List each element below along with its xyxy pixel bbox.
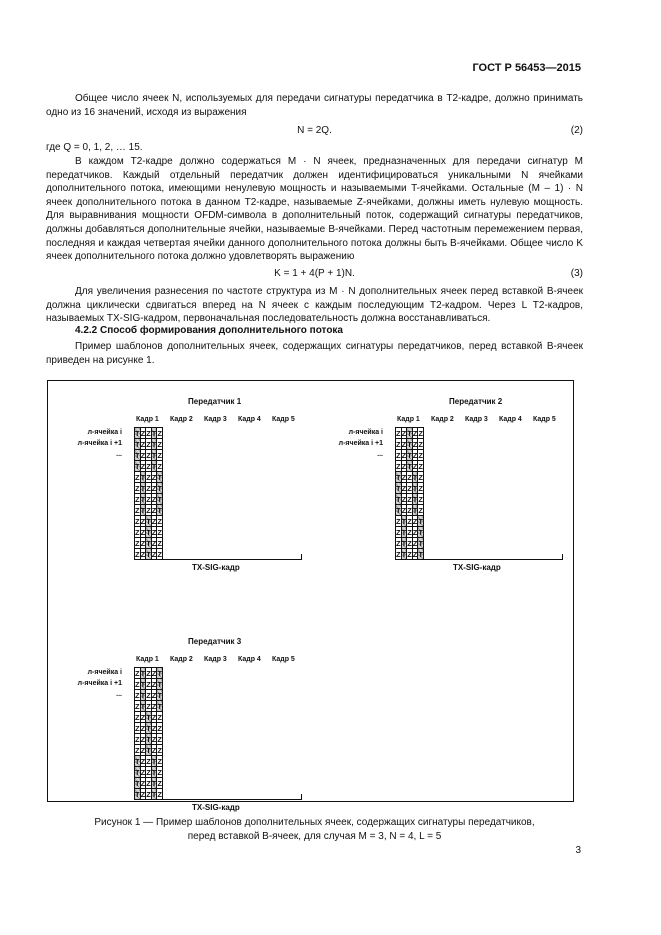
- z-cell: Z: [146, 472, 151, 482]
- grid-row: [396, 428, 424, 439]
- equation-3-number: (3): [570, 268, 583, 279]
- row-label: л-ячейка i: [348, 429, 383, 436]
- z-cell: Z: [146, 505, 151, 515]
- t-cell: T: [151, 767, 157, 777]
- z-cell: Z: [157, 549, 162, 559]
- grid-row: [396, 538, 424, 549]
- t-cell: T: [135, 428, 140, 438]
- t-cell: T: [135, 756, 140, 766]
- t-cell: T: [140, 472, 146, 482]
- figure-caption: [46, 816, 583, 843]
- z-cell: Z: [151, 549, 157, 559]
- t-cell: T: [146, 538, 151, 548]
- row-label: л-ячейка i +1: [77, 440, 122, 447]
- tx-sig-label: TX-SIG-кадр: [192, 563, 240, 572]
- t-cell: T: [135, 461, 140, 471]
- equation-2: [46, 125, 583, 139]
- grid-row: [135, 767, 163, 778]
- equation-3: [46, 268, 583, 282]
- z-cell: Z: [151, 505, 157, 515]
- z-cell: Z: [401, 439, 407, 449]
- t-cell: T: [412, 483, 418, 493]
- t-cell: T: [401, 538, 407, 548]
- paragraph-1: Общее число ячеек N, используемых для передачи сигнатуры передатчика в Т2-кадре, должно принимать одно из 16 значений, исходя из выражения: [46, 93, 583, 118]
- z-cell: Z: [151, 516, 157, 526]
- grid-row: [396, 516, 424, 527]
- z-cell: Z: [157, 461, 162, 471]
- t-cell: T: [157, 690, 162, 700]
- frame-header: Кадр 1: [397, 416, 420, 423]
- z-cell: Z: [146, 778, 151, 788]
- t-cell: T: [140, 505, 146, 515]
- grid-row: [135, 527, 163, 538]
- frame-header: Кадр 3: [204, 656, 227, 663]
- z-cell: Z: [157, 723, 162, 733]
- z-cell: Z: [135, 701, 140, 711]
- z-cell: Z: [157, 712, 162, 722]
- frame-header: Кадр 5: [533, 416, 556, 423]
- z-cell: Z: [407, 549, 412, 559]
- z-cell: Z: [151, 734, 157, 744]
- z-cell: Z: [157, 789, 162, 799]
- z-cell: Z: [135, 483, 140, 493]
- t-cell: T: [135, 778, 140, 788]
- grid-row: [135, 778, 163, 789]
- frame-header: Кадр 3: [204, 416, 227, 423]
- z-cell: Z: [407, 494, 412, 504]
- t-cell: T: [418, 516, 423, 526]
- tx-sig-label: TX-SIG-кадр: [192, 803, 240, 812]
- t-cell: T: [157, 505, 162, 515]
- tx-sig-label: TX-SIG-кадр: [453, 563, 501, 572]
- z-cell: Z: [401, 472, 407, 482]
- grid-row: [135, 450, 163, 461]
- z-cell: Z: [412, 527, 418, 537]
- grid-row: [396, 505, 424, 516]
- z-cell: Z: [151, 701, 157, 711]
- grid-row: [135, 483, 163, 494]
- z-cell: Z: [140, 538, 146, 548]
- z-cell: Z: [140, 439, 146, 449]
- z-cell: Z: [401, 494, 407, 504]
- z-cell: Z: [412, 549, 418, 559]
- z-cell: Z: [157, 734, 162, 744]
- t-cell: T: [151, 428, 157, 438]
- t-cell: T: [157, 701, 162, 711]
- t-cell: T: [146, 549, 151, 559]
- z-cell: Z: [407, 527, 412, 537]
- z-cell: Z: [412, 538, 418, 548]
- z-cell: Z: [407, 516, 412, 526]
- grid-row: [135, 712, 163, 723]
- z-cell: Z: [157, 756, 162, 766]
- t-cell: T: [157, 679, 162, 689]
- z-cell: Z: [140, 723, 146, 733]
- t-cell: T: [157, 668, 162, 678]
- z-cell: Z: [151, 472, 157, 482]
- z-cell: Z: [418, 450, 423, 460]
- t-cell: T: [401, 549, 407, 559]
- z-cell: Z: [135, 472, 140, 482]
- caption-line-2: перед вставкой B-ячеек, для случая M = 3, N = 4, L = 5: [187, 830, 442, 842]
- t-cell: T: [401, 527, 407, 537]
- row-label: ...: [116, 691, 122, 698]
- t-cell: T: [151, 439, 157, 449]
- t-cell: T: [401, 516, 407, 526]
- t-cell: T: [157, 494, 162, 504]
- z-cell: Z: [146, 668, 151, 678]
- z-cell: Z: [135, 723, 140, 733]
- z-cell: Z: [407, 505, 412, 515]
- z-cell: Z: [135, 679, 140, 689]
- t-cell: T: [157, 472, 162, 482]
- t-cell: T: [407, 461, 412, 471]
- z-cell: Z: [146, 789, 151, 799]
- grid-row: [135, 505, 163, 516]
- z-cell: Z: [146, 461, 151, 471]
- grid-row: [396, 483, 424, 494]
- grid-row: [135, 701, 163, 712]
- t-cell: T: [135, 439, 140, 449]
- grid-row: [135, 461, 163, 472]
- page-number: 3: [575, 845, 581, 856]
- figure-1: [47, 380, 574, 812]
- z-cell: Z: [151, 668, 157, 678]
- row-label: ...: [116, 451, 122, 458]
- t-cell: T: [407, 450, 412, 460]
- frame-header: Кадр 1: [136, 656, 159, 663]
- z-cell: Z: [135, 516, 140, 526]
- t-cell: T: [146, 734, 151, 744]
- z-cell: Z: [396, 450, 401, 460]
- tx-sig-brace: [134, 554, 302, 560]
- z-cell: Z: [401, 505, 407, 515]
- frame-header: Кадр 3: [465, 416, 488, 423]
- t-cell: T: [151, 461, 157, 471]
- frame-header: Кадр 2: [431, 416, 454, 423]
- t-cell: T: [151, 450, 157, 460]
- z-cell: Z: [146, 483, 151, 493]
- paragraph-4: Пример шаблонов дополнительных ячеек, содержащих сигнатуры передатчиков, перед вставкой B-ячеек приведен на рисунке 1.: [46, 341, 583, 366]
- z-cell: Z: [140, 778, 146, 788]
- z-cell: Z: [412, 439, 418, 449]
- z-cell: Z: [146, 439, 151, 449]
- t-cell: T: [151, 778, 157, 788]
- grid-row: [396, 450, 424, 461]
- row-label: ...: [377, 451, 383, 458]
- z-cell: Z: [412, 461, 418, 471]
- paragraph-3: Для увеличения разнесения по частоте структура из M · N дополнительных ячеек перед вставкой B-ячеек должна циклически сдвигаться вперед на N ячеек с каждым последующим Т2-кадром. Через L Т2-кадров, называемых TX-SIG-кадром, первоначальная последовательность должна восстанавливаться.: [46, 286, 583, 325]
- t-cell: T: [140, 494, 146, 504]
- z-cell: Z: [140, 527, 146, 537]
- t-cell: T: [157, 483, 162, 493]
- t-cell: T: [412, 505, 418, 515]
- grid-row: [135, 745, 163, 756]
- where-line: где Q = 0, 1, 2, … 15.: [46, 142, 143, 153]
- z-cell: Z: [157, 538, 162, 548]
- frame-header: Кадр 2: [170, 416, 193, 423]
- tx-sig-brace: [134, 794, 302, 800]
- frame-header: Кадр 4: [238, 656, 261, 663]
- z-cell: Z: [396, 538, 401, 548]
- z-cell: Z: [396, 461, 401, 471]
- z-cell: Z: [157, 516, 162, 526]
- z-cell: Z: [157, 439, 162, 449]
- z-cell: Z: [151, 527, 157, 537]
- frame-header: Кадр 5: [272, 416, 295, 423]
- z-cell: Z: [135, 494, 140, 504]
- t-cell: T: [146, 712, 151, 722]
- grid-row: [135, 494, 163, 505]
- z-cell: Z: [151, 690, 157, 700]
- grid-row: [135, 472, 163, 483]
- transmitter-title: Передатчик 2: [449, 397, 503, 406]
- cell-grid: [395, 427, 424, 560]
- z-cell: Z: [140, 549, 146, 559]
- z-cell: Z: [135, 505, 140, 515]
- z-cell: Z: [157, 767, 162, 777]
- grid-row: [135, 439, 163, 450]
- z-cell: Z: [418, 461, 423, 471]
- t-cell: T: [396, 505, 401, 515]
- frame-header: Кадр 4: [499, 416, 522, 423]
- z-cell: Z: [418, 483, 423, 493]
- z-cell: Z: [135, 668, 140, 678]
- z-cell: Z: [407, 538, 412, 548]
- grid-row: [135, 516, 163, 527]
- grid-row: [135, 756, 163, 767]
- grid-row: [396, 461, 424, 472]
- t-cell: T: [418, 549, 423, 559]
- grid-row: [135, 668, 163, 679]
- z-cell: Z: [135, 712, 140, 722]
- z-cell: Z: [151, 538, 157, 548]
- transmitter-title: Передатчик 3: [188, 637, 242, 646]
- grid-row: [135, 723, 163, 734]
- z-cell: Z: [418, 505, 423, 515]
- row-label: л-ячейка i: [87, 669, 122, 676]
- frame-header: Кадр 5: [272, 656, 295, 663]
- z-cell: Z: [407, 483, 412, 493]
- section-heading: 4.2.2 Способ формирования дополнительного потока: [75, 325, 343, 336]
- paragraph-2: В каждом Т2-кадре должно содержаться M · N ячеек, предназначенных для передачи сигнатур M передатчиков. Каждый отдельный передатчик должен идентифицироваться уникальными N ячейками дополнительного потока, имеющими ненулевую мощность и называемыми T-ячейками. Остальные (M – 1) · N ячеек дополнительного потока в данном Т2-кадре, называемые Z-ячейками, должны иметь нулевую мощность. Для выравнивания мощности OFDM-символа в дополнительный поток, содержащий сигнатуры передатчиков, должны добавляться дополнительные ячейки, называемые B-ячейками. Перед частотным перемежением первая, последняя и каждая четвертая ячейки данного дополнительного потока должны быть B-ячейками. Общее число K ячеек дополнительного потока должно удовлетворять выражению: [46, 156, 583, 263]
- z-cell: Z: [140, 712, 146, 722]
- grid-row: [135, 690, 163, 701]
- t-cell: T: [135, 450, 140, 460]
- t-cell: T: [396, 483, 401, 493]
- z-cell: Z: [140, 745, 146, 755]
- tx-sig-brace: [395, 554, 563, 560]
- z-cell: Z: [401, 450, 407, 460]
- t-cell: T: [396, 494, 401, 504]
- standard-header: ГОСТ Р 56453—2015: [472, 62, 581, 74]
- cell-grid: [134, 667, 163, 800]
- frame-header: Кадр 2: [170, 656, 193, 663]
- z-cell: Z: [151, 483, 157, 493]
- z-cell: Z: [140, 756, 146, 766]
- z-cell: Z: [146, 494, 151, 504]
- z-cell: Z: [157, 527, 162, 537]
- z-cell: Z: [151, 679, 157, 689]
- row-label: л-ячейка i +1: [77, 680, 122, 687]
- z-cell: Z: [146, 767, 151, 777]
- grid-row: [135, 538, 163, 549]
- z-cell: Z: [412, 450, 418, 460]
- t-cell: T: [407, 428, 412, 438]
- z-cell: Z: [140, 789, 146, 799]
- z-cell: Z: [396, 549, 401, 559]
- z-cell: Z: [396, 516, 401, 526]
- z-cell: Z: [151, 712, 157, 722]
- z-cell: Z: [135, 690, 140, 700]
- z-cell: Z: [146, 701, 151, 711]
- equation-3-body: K = 1 + 4(P + 1)N.: [274, 268, 355, 279]
- t-cell: T: [135, 789, 140, 799]
- z-cell: Z: [151, 723, 157, 733]
- t-cell: T: [407, 439, 412, 449]
- z-cell: Z: [396, 527, 401, 537]
- t-cell: T: [135, 767, 140, 777]
- z-cell: Z: [401, 483, 407, 493]
- t-cell: T: [140, 668, 146, 678]
- t-cell: T: [396, 472, 401, 482]
- grid-row: [396, 472, 424, 483]
- t-cell: T: [412, 472, 418, 482]
- z-cell: Z: [401, 461, 407, 471]
- z-cell: Z: [401, 428, 407, 438]
- caption-line-1: Рисунок 1 — Пример шаблонов дополнительных ячеек, содержащих сигнатуры передатчиков,: [94, 817, 535, 828]
- t-cell: T: [146, 745, 151, 755]
- grid-row: [135, 734, 163, 745]
- z-cell: Z: [157, 778, 162, 788]
- t-cell: T: [151, 756, 157, 766]
- z-cell: Z: [135, 549, 140, 559]
- grid-row: [135, 679, 163, 690]
- t-cell: T: [140, 679, 146, 689]
- grid-row: [396, 494, 424, 505]
- transmitter-title: Передатчик 1: [188, 397, 242, 406]
- t-cell: T: [146, 723, 151, 733]
- grid-row: [135, 428, 163, 439]
- t-cell: T: [140, 483, 146, 493]
- z-cell: Z: [146, 690, 151, 700]
- t-cell: T: [151, 789, 157, 799]
- z-cell: Z: [140, 734, 146, 744]
- z-cell: Z: [140, 428, 146, 438]
- z-cell: Z: [412, 428, 418, 438]
- row-label: л-ячейка i: [87, 429, 122, 436]
- z-cell: Z: [140, 767, 146, 777]
- z-cell: Z: [157, 428, 162, 438]
- equation-2-number: (2): [570, 125, 583, 136]
- z-cell: Z: [146, 679, 151, 689]
- z-cell: Z: [135, 538, 140, 548]
- grid-row: [396, 527, 424, 538]
- cell-grid: [134, 427, 163, 560]
- t-cell: T: [418, 527, 423, 537]
- t-cell: T: [418, 538, 423, 548]
- frame-header: Кадр 4: [238, 416, 261, 423]
- grid-row: [396, 439, 424, 450]
- z-cell: Z: [140, 461, 146, 471]
- z-cell: Z: [146, 428, 151, 438]
- t-cell: T: [412, 494, 418, 504]
- z-cell: Z: [157, 450, 162, 460]
- z-cell: Z: [140, 450, 146, 460]
- t-cell: T: [140, 690, 146, 700]
- z-cell: Z: [151, 494, 157, 504]
- z-cell: Z: [418, 494, 423, 504]
- z-cell: Z: [412, 516, 418, 526]
- z-cell: Z: [418, 428, 423, 438]
- z-cell: Z: [407, 472, 412, 482]
- z-cell: Z: [157, 745, 162, 755]
- z-cell: Z: [396, 428, 401, 438]
- row-label: л-ячейка i +1: [338, 440, 383, 447]
- t-cell: T: [140, 701, 146, 711]
- z-cell: Z: [418, 439, 423, 449]
- t-cell: T: [146, 516, 151, 526]
- z-cell: Z: [396, 439, 401, 449]
- z-cell: Z: [135, 745, 140, 755]
- z-cell: Z: [135, 527, 140, 537]
- equation-2-body: N = 2Q.: [297, 125, 332, 136]
- t-cell: T: [146, 527, 151, 537]
- z-cell: Z: [151, 745, 157, 755]
- z-cell: Z: [418, 472, 423, 482]
- z-cell: Z: [146, 450, 151, 460]
- z-cell: Z: [146, 756, 151, 766]
- frame-header: Кадр 1: [136, 416, 159, 423]
- z-cell: Z: [135, 734, 140, 744]
- z-cell: Z: [140, 516, 146, 526]
